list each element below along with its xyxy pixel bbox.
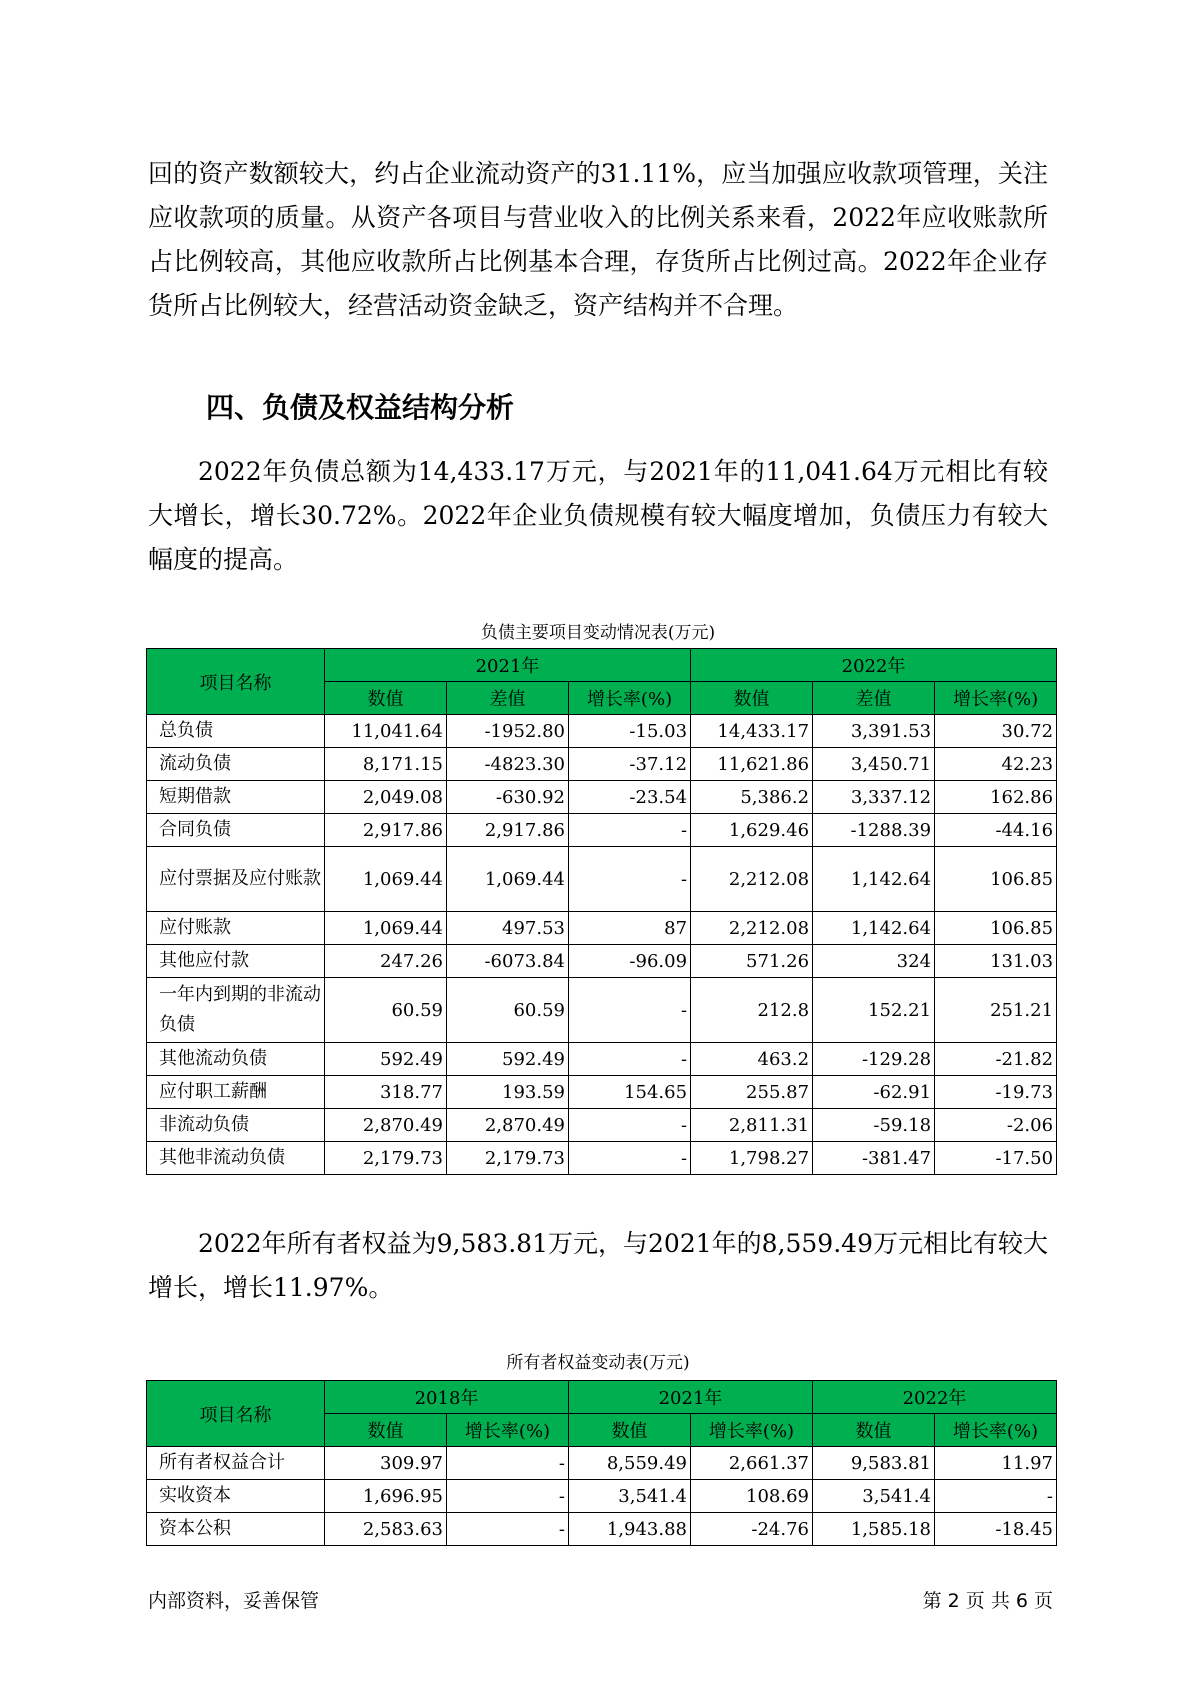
table-row [147, 1109, 1057, 1142]
table-row [147, 781, 1057, 814]
table-cell: - [569, 978, 691, 1043]
table-cell: 2,661.37 [691, 1447, 813, 1480]
table-cell: 11,041.64 [325, 715, 447, 748]
table-cell: 60.59 [325, 978, 447, 1043]
table-cell: 592.49 [447, 1043, 569, 1076]
table1-header-year: 2021年 [325, 649, 691, 682]
table-cell: 1,069.44 [447, 847, 569, 912]
row-label: 其他流动负债 [147, 1043, 325, 1076]
row-label: 其他应付款 [147, 945, 325, 978]
table-cell: -24.76 [691, 1513, 813, 1546]
table-cell: 1,629.46 [691, 814, 813, 847]
table-cell: -1952.80 [447, 715, 569, 748]
table-row [147, 715, 1057, 748]
table-cell: 1,696.95 [325, 1480, 447, 1513]
table-cell: 592.49 [325, 1043, 447, 1076]
table-row [147, 1480, 1057, 1513]
table2-header-year: 2022年 [813, 1381, 1057, 1414]
table2-subheader: 增长率(%) [691, 1414, 813, 1447]
table-cell: 131.03 [935, 945, 1057, 978]
table-row [147, 1142, 1057, 1175]
table-cell: 2,917.86 [447, 814, 569, 847]
table2-subheader: 数值 [325, 1414, 447, 1447]
table-cell: 3,337.12 [813, 781, 935, 814]
table-row [147, 1043, 1057, 1076]
table-cell: 30.72 [935, 715, 1057, 748]
table2-subheader: 数值 [813, 1414, 935, 1447]
table-cell: 152.21 [813, 978, 935, 1043]
row-label: 资本公积 [147, 1513, 325, 1546]
table-cell: -17.50 [935, 1142, 1057, 1175]
table-cell: -6073.84 [447, 945, 569, 978]
table-cell: 8,171.15 [325, 748, 447, 781]
table-cell: 2,870.49 [325, 1109, 447, 1142]
table-cell: 106.85 [935, 847, 1057, 912]
row-label: 所有者权益合计 [147, 1447, 325, 1480]
row-label: 应付票据及应付账款 [147, 847, 325, 912]
table2-header-year: 2021年 [569, 1381, 813, 1414]
table-cell: - [569, 1142, 691, 1175]
table-cell: 2,212.08 [691, 847, 813, 912]
table-cell: 106.85 [935, 912, 1057, 945]
table-cell: -37.12 [569, 748, 691, 781]
row-label: 短期借款 [147, 781, 325, 814]
table-cell: -19.73 [935, 1076, 1057, 1109]
table-cell: 1,798.27 [691, 1142, 813, 1175]
table1-caption: 负债主要项目变动情况表(万元) [480, 623, 716, 643]
table-cell: - [569, 847, 691, 912]
table-cell: 2,179.73 [325, 1142, 447, 1175]
table1-subheader: 数值 [691, 682, 813, 715]
table1-subheader: 增长率(%) [935, 682, 1057, 715]
table2-header-name: 项目名称 [147, 1381, 325, 1447]
table-cell: -630.92 [447, 781, 569, 814]
row-label: 合同负债 [147, 814, 325, 847]
row-label: 其他非流动负债 [147, 1142, 325, 1175]
row-label: 非流动负债 [147, 1109, 325, 1142]
table-cell: 1,142.64 [813, 847, 935, 912]
table-cell: 3,541.4 [813, 1480, 935, 1513]
table-cell: 247.26 [325, 945, 447, 978]
table-cell: 3,541.4 [569, 1480, 691, 1513]
row-label: 实收资本 [147, 1480, 325, 1513]
table-cell: 87 [569, 912, 691, 945]
table1-header-name: 项目名称 [147, 649, 325, 715]
table-cell: - [569, 1043, 691, 1076]
table-cell: 3,450.71 [813, 748, 935, 781]
table2-subheader: 数值 [569, 1414, 691, 1447]
table-cell: 2,917.86 [325, 814, 447, 847]
table-cell: - [447, 1447, 569, 1480]
table-row [147, 1447, 1057, 1480]
table-cell: 1,142.64 [813, 912, 935, 945]
table-cell: 162.86 [935, 781, 1057, 814]
table-cell: 2,212.08 [691, 912, 813, 945]
row-label: 应付账款 [147, 912, 325, 945]
table-cell: 11,621.86 [691, 748, 813, 781]
table-cell: 463.2 [691, 1043, 813, 1076]
footer-page-number: 第 2 页 共 6 页 [922, 1590, 1053, 1612]
paragraph-asset-structure: 回的资产数额较大，约占企业流动资产的31.11%，应当加强应收款项管理，关注应收款项的质量。从资产各项目与营业收入的比例关系来看，2022年应收账款所占比例较高，其他应收款所占比例基本合理，存货所占比例过高。2022年企业存货所占比例较大，经营活动资金缺乏，资产结构并不合理。 [148, 159, 1048, 320]
table-cell: -62.91 [813, 1076, 935, 1109]
row-label: 一年内到期的非流动负债 [147, 978, 325, 1043]
table-cell: -96.09 [569, 945, 691, 978]
table1-subheader: 增长率(%) [569, 682, 691, 715]
table-cell: 1,943.88 [569, 1513, 691, 1546]
table-cell: 251.21 [935, 978, 1057, 1043]
table-cell: - [447, 1480, 569, 1513]
table-cell: -44.16 [935, 814, 1057, 847]
table-cell: -21.82 [935, 1043, 1057, 1076]
table-cell: 193.59 [447, 1076, 569, 1109]
table-cell: - [569, 1109, 691, 1142]
table1-subheader: 差值 [813, 682, 935, 715]
table1-header-year: 2022年 [691, 649, 1057, 682]
table2-subheader: 增长率(%) [447, 1414, 569, 1447]
table2-subheader: 增长率(%) [935, 1414, 1057, 1447]
table-cell: - [935, 1480, 1057, 1513]
table-cell: 2,179.73 [447, 1142, 569, 1175]
table-cell: 318.77 [325, 1076, 447, 1109]
equity-table [146, 1380, 1057, 1546]
paragraph-equity: 2022年所有者权益为9,583.81万元，与2021年的8,559.49万元相比有较大增长，增长11.97%。 [148, 1229, 1048, 1302]
table-cell: -15.03 [569, 715, 691, 748]
table-cell: 2,870.49 [447, 1109, 569, 1142]
table-cell: 8,559.49 [569, 1447, 691, 1480]
table-row [147, 748, 1057, 781]
table-cell: -59.18 [813, 1109, 935, 1142]
table2-caption: 所有者权益变动表(万元) [506, 1353, 690, 1373]
table-cell: -2.06 [935, 1109, 1057, 1142]
table-cell: - [447, 1513, 569, 1546]
table-cell: 2,583.63 [325, 1513, 447, 1546]
table-cell: 2,811.31 [691, 1109, 813, 1142]
table-cell: -18.45 [935, 1513, 1057, 1546]
table2-header-year: 2018年 [325, 1381, 569, 1414]
table-cell: 14,433.17 [691, 715, 813, 748]
table-cell: 3,391.53 [813, 715, 935, 748]
table-cell: 212.8 [691, 978, 813, 1043]
table1-subheader: 数值 [325, 682, 447, 715]
paragraph-liabilities: 2022年负债总额为14,433.17万元，与2021年的11,041.64万元相比有较大增长，增长30.72%。2022年企业负债规模有较大幅度增加，负债压力有较大幅度的提高。 [148, 457, 1048, 574]
table-row [147, 912, 1057, 945]
table-cell: 1,069.44 [325, 847, 447, 912]
table-cell: -23.54 [569, 781, 691, 814]
table-row [147, 1076, 1057, 1109]
table-cell: 1,069.44 [325, 912, 447, 945]
row-label: 总负债 [147, 715, 325, 748]
table-cell: - [569, 814, 691, 847]
table-cell: 1,585.18 [813, 1513, 935, 1546]
table-cell: 571.26 [691, 945, 813, 978]
table-cell: -1288.39 [813, 814, 935, 847]
row-label: 应付职工薪酬 [147, 1076, 325, 1109]
row-label: 流动负债 [147, 748, 325, 781]
table-cell: -4823.30 [447, 748, 569, 781]
table-cell: 9,583.81 [813, 1447, 935, 1480]
table-row [147, 978, 1057, 1043]
table-cell: 154.65 [569, 1076, 691, 1109]
table-row [147, 945, 1057, 978]
table-cell: 11.97 [935, 1447, 1057, 1480]
table-row [147, 1513, 1057, 1546]
table-cell: 255.87 [691, 1076, 813, 1109]
table-cell: 2,049.08 [325, 781, 447, 814]
table-cell: 42.23 [935, 748, 1057, 781]
footer-confidential-note: 内部资料，妥善保管 [148, 1590, 320, 1612]
table-cell: 324 [813, 945, 935, 978]
table-cell: 108.69 [691, 1480, 813, 1513]
table-cell: -129.28 [813, 1043, 935, 1076]
table-row [147, 847, 1057, 912]
section-heading: 四、负债及权益结构分析 [206, 391, 515, 424]
liabilities-table [146, 648, 1057, 1175]
table-row [147, 814, 1057, 847]
table-cell: 60.59 [447, 978, 569, 1043]
table-cell: 309.97 [325, 1447, 447, 1480]
table1-subheader: 差值 [447, 682, 569, 715]
table-cell: 5,386.2 [691, 781, 813, 814]
table-cell: 497.53 [447, 912, 569, 945]
table-cell: -381.47 [813, 1142, 935, 1175]
